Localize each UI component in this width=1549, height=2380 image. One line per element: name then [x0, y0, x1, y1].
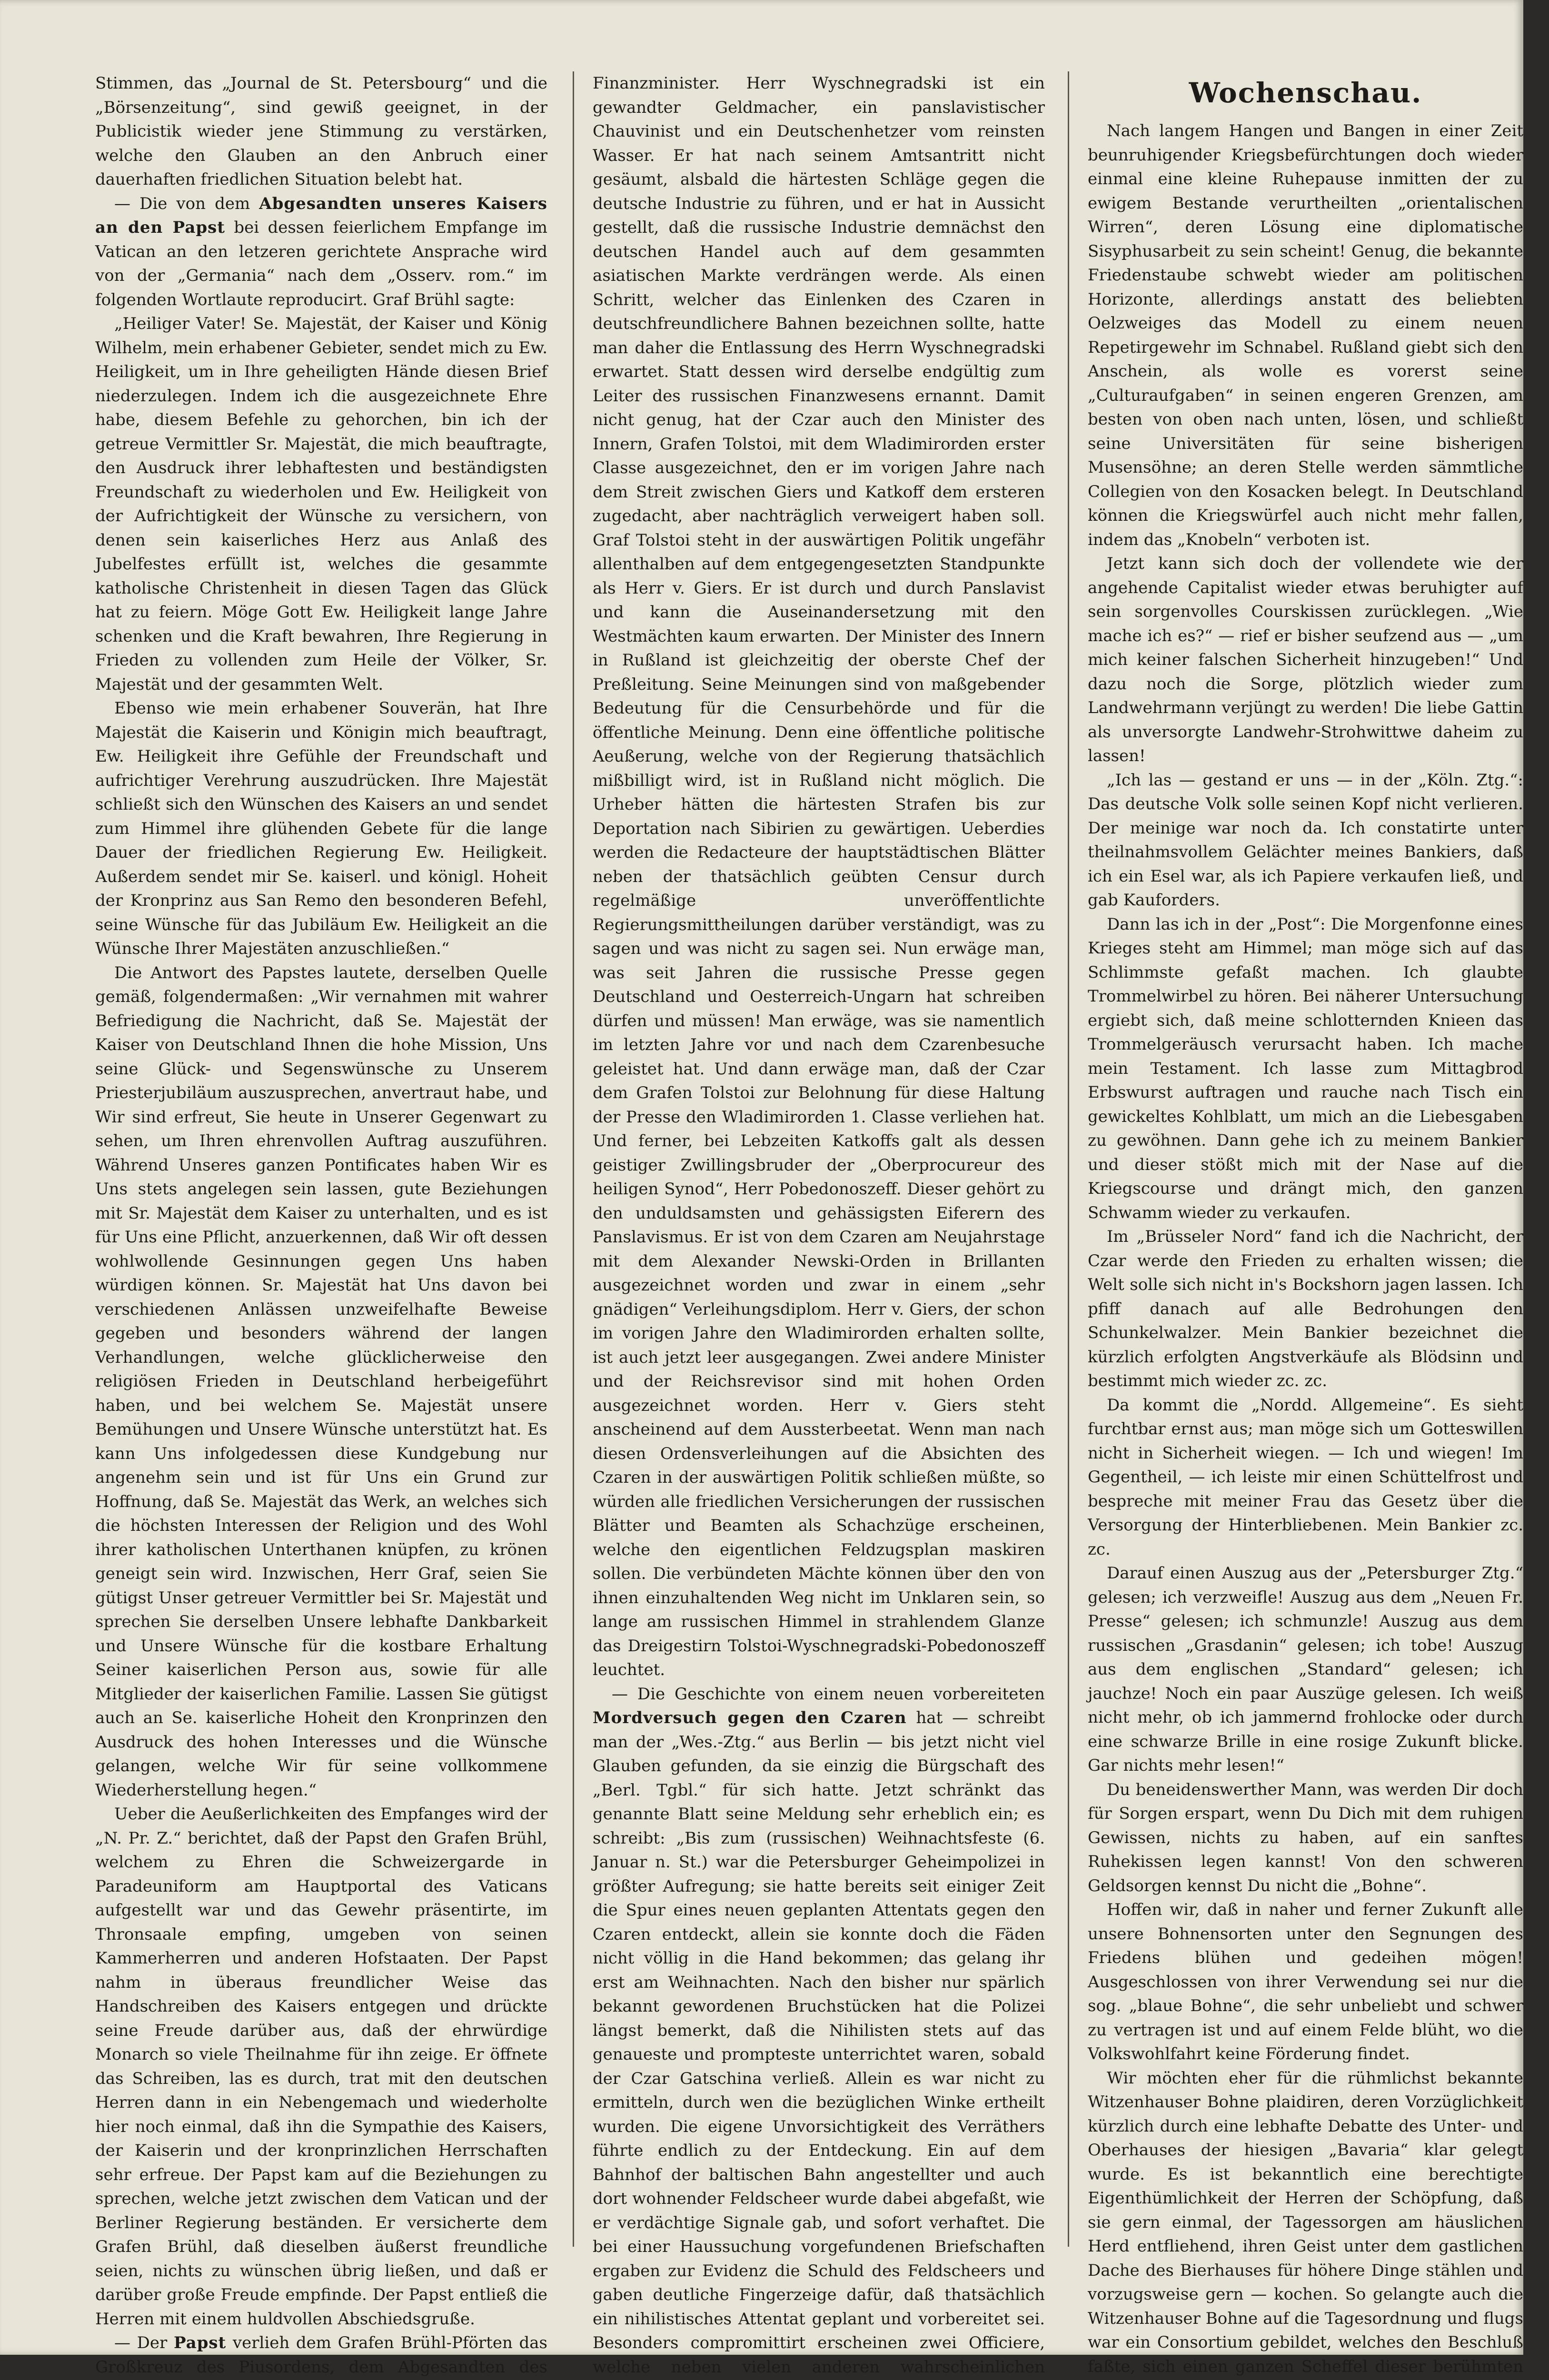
paragraph: Da kommt die „Nordd. Allgemeine“. Es sieht furchtbar ernst aus; man möge sich um Gotteswillen nicht in Sicherheit wiegen. — Ich und wiegen! Im Gegentheil, — ich leiste mir einen Schüttelfrost und bespreche mit meiner Frau das Gesetz über die Versorgung der Hinterbliebenen. Mein Bankier zc. zc.: [1088, 1393, 1523, 1562]
paragraph: Darauf einen Auszug aus der „Petersburger Ztg.“ gelesen; ich verzweifle! Auszug aus dem „Neuen Fr. Presse“ gelesen; ich schmunzle! Auszug aus dem russischen „Grasdanin“ gelesen; ich tobe! Auszug aus dem englischen „Standard“ gelesen; ich jauchze! Noch ein paar Auszüge gelesen. Ich weiß nicht mehr, ob ich jammernd frohlocke oder durch eine schwarze Brille in eine rosige Zukunft blicke. Gar nichts mehr lesen!“: [1088, 1561, 1523, 1778]
paragraph: [95, 192, 547, 312]
paragraph: Ebenso wie mein erhabener Souverän, hat Ihre Majestät die Kaiserin und Königin mich beauftragt, Ew. Heiligkeit ihre Gefühle der Freundschaft und aufrichtiger Verehrung auszudrücken. Ihre Majestät schließt sich den Wünschen des Kaisers an und sendet zum Himmel ihre glühenden Gebete für die lange Dauer der friedlichen Regierung Ew. Heiligkeit. Außerdem sendet mir Se. kaiserl. und königl. Hoheit der Kronprinz aus San Remo den besonderen Befehl, seine Wünsche für das Jubiläum Ew. Heiligkeit an die Wünsche Ihrer Majestäten anzuschließen.“: [95, 696, 547, 961]
body-text: hat — schreibt man der „Wes.-Ztg.“ aus Berlin — bis jetzt nicht viel Glauben gefunden, da sie einzig die Bürgschaft des „Berl. Tgbl.“ für sich hatte. Jetzt schränkt das genannte Blatt seine Meldung sehr erheblich ein; es schreibt: „Bis zum (russischen) Weihnachtsfeste (6. Januar n. St.) war die Petersburger Geheimpolizei in größter Aufregung; sie hatte bereits seit einiger Zeit die Spur eines neuen geplanten Attentats gegen den Czaren entdeckt, allein sie konnte doch die Fäden nicht völlig in die Hand bekommen; das gelang ihr erst am Weihnachten. Nach den bisher nur spärlich bekannt gewordenen Bruchstücken hat die Polizei längst bemerkt, daß die Nihilisten stets auf das genaueste und prompteste unterrichtet waren, sobald der Czar Gatschina verließ. Allein es war nicht zu ermitteln, durch wen die bezüglichen Winke ertheilt wurden. Die eigene Unvorsichtigkeit des Verräthers führte endlich zu der Entdeckung. Ein auf dem Bahnhof der baltischen Bahn angestellter und auch dort wohnender Feldscheer wurde dabei abgefaßt, wie er verdächtige Signale gab, und sofort verhaftet. Die bei einer Haussuchung vorgefundenen Briefschaften ergaben zur Evidenz die Schuld des Feldscheers und gaben deutliche Fingerzeige dafür, daß thatsächlich ein nihilistisches Attentat geplant und vorbereitet sei. Besonders compromittirt erscheinen zwei Officiere, welche neben vielen anderen wahrscheinlichen: [593, 1708, 1045, 2380]
lead-text: — Die Geschichte von einem neuen vorbereiteten: [612, 1685, 1045, 1704]
paragraph: Im „Brüsseler Nord“ fand ich die Nachricht, der Czar werde den Frieden zu erhalten wissen; die Welt solle sich nicht in's Bockshorn jagen lassen. Ich pfiff danach auf alle Bedrohungen den Schunkelwalzer. Mein Bankier bezeichnet die kürzlich erfolgten Angstverkäufe als Blödsinn und bestimmt mich wieder zc. zc.: [1088, 1225, 1523, 1393]
bold-heading: Papst: [174, 2333, 226, 2352]
paragraph: Dann las ich in der „Post“: Die Morgenfonne eines Krieges steht am Himmel; man möge sich auf das Schlimmste gefaßt machen. Ich glaubte Trommelwirbel zu hören. Bei näherer Untersuchung ergiebt sich, daß meine schlotternden Knieen das Trommelgeräusch verursacht haben. Ich mache mein Testament. Ich lasse zum Mittagbrod Erbswurst auftragen und rauche nach Tisch ein gewickeltes Kohlblatt, um mich an die Liebesgaben zu gewöhnen. Dann gehe ich zu meinem Bankier und dieser stößt mich mit der Nase auf die Kriegscourse und drängt mich, den ganzen Schwamm wieder zu verkaufen.: [1088, 912, 1523, 1225]
paragraph: [593, 1682, 1045, 2380]
paragraph: Jetzt kann sich doch der vollendete wie der angehende Capitalist wieder etwas beruhigter auf sein sorgenvolles Courskissen zurücklegen. „Wie mache ich es?“ — rief er bisher seufzend aus — „um mich keiner falschen Sicherheit hinzugeben!“ Und dazu noch die Sorge, plötzlich wieder zum Landwehrmann verjüngt zu werden! Die liebe Gattin als unversorgte Landwehr-Strohwittwe daheim zu lassen!: [1088, 552, 1523, 768]
lead-text: — Die von dem: [114, 194, 259, 213]
column-divider: [573, 71, 574, 2247]
column-right: [1088, 71, 1523, 2309]
column-divider: [1068, 71, 1069, 2247]
newspaper-page: [95, 71, 1523, 2309]
body-text: verlieh dem Grafen Brühl-Pförten das Großkreuz des Piusordens, dem Abgesandten des: [95, 2333, 547, 2380]
paragraph: Die Antwort des Papstes lautete, derselben Quelle gemäß, folgendermaßen: „Wir vernahmen mit wahrer Befriedigung die Nachricht, daß Se. Majestät der Kaiser von Deutschland Ihnen die hohe Mission, Uns seine Glück- und Segenswünsche zu Unserem Priesterjubiläum auszusprechen, anvertraut habe, und Wir sind erfreut, Sie heute in Unserer Gegenwart zu sehen, um Ihren ehrenvollen Auftrag auszuführen. Während Unseres ganzen Pontificates haben Wir es Uns stets angelegen sein lassen, gute Beziehungen mit Sr. Majestät dem Kaiser zu unterhalten, und es ist für Uns eine Pflicht, anzuerkennen, daß Wir oft dessen wohlwollende Gesinnungen gegen Uns haben würdigen können. Sr. Majestät hat Uns davon bei verschiedenen Anlässen unzweifelhafte Beweise gegeben und besonders während der langen Verhandlungen, welche glücklicherweise den religiösen Frieden in Deutschland herbeigeführt haben, und bei welchem Se. Majestät unsere Bemühungen und Unsere Wünsche unterstützt hat. Es kann Uns infolgedessen diese Kundgebung nur angenehm sein und ist für Uns ein Grund zur Hoffnung, daß Se. Majestät das Werk, an welches sich die höchsten Interessen der Religion und des Wohl ihrer katholischen Unterthanen knüpfen, zu krönen geneigt sein wird. Inzwischen, Herr Graf, seien Sie gütigst Unser getreuer Vermittler bei Sr. Majestät und sprechen Sie derselben Unsere lebhafte Dankbarkeit und Unsere Wünsche für die kostbare Erhaltung Seiner kaiserlichen Person aus, sowie für alle Mitglieder der kaiserlichen Familie. Lassen Sie gütigst auch an Se. kaiserliche Hoheit den Kronprinzen den Ausdruck des hohen Interesses und die Wünsche gelangen, welche Wir für seine vollkommene Wiederherstellung hegen.“: [95, 961, 547, 1803]
lead-text: — Der: [114, 2333, 174, 2352]
paragraph: Wir möchten eher für die rühmlichst bekannte Witzenhauser Bohne plaidiren, deren Vorzüglichkeit kürzlich durch eine lebhafte Debatte des Unter- und Oberhauses der hiesigen „Bavaria“ klar gelegt wurde. Es ist bekanntlich eine berechtigte Eigenthümlichkeit der Herren der Schöpfung, daß sie gern einmal, der Tagessorgen am häuslichen Herd entfliehend, ihren Geist unter dem gastlichen Dache des Bierhauses für höhere Dinge stählen und vorzugsweise gern — kochen. So gelangte auch die Witzenhauser Bohne auf die Tagesordnung und flugs war ein Consortium gebildet, welches den Beschluß faßte, sich einen ganzen Scheffel dieser berühmten: [1088, 2066, 1523, 2380]
bold-heading: Abgesandten unseres Kaisers an den Papst: [95, 194, 547, 238]
paragraph: Ueber die Aeußerlichkeiten des Empfanges wird der „N. Pr. Z.“ berichtet, daß der Papst den Grafen Brühl, welchem zu Ehren die Schweizergarde in Paradeuniform am Hauptportal des Vaticans aufgestellt war und das Gewehr präsentirte, im Thronsaale empfing, umgeben von seinen Kammerherren und anderen Hofstaaten. Der Papst nahm in überaus freundlicher Weise das Handschreiben des Kaisers entgegen und drückte seine Freude darüber aus, daß der ehrwürdige Monarch so viele Theilnahme für ihn zeige. Er öffnete das Schreiben, las es durch, trat mit den deutschen Herren dann in ein Nebengemach und wiederholte hier noch einmal, daß ihn die Sympathie des Kaisers, der Kaiserin und der kronprinzlichen Herrschaften sehr erfreue. Der Papst kam auf die Beziehungen zu sprechen, welche jetzt zwischen dem Vatican und der Berliner Regierung beständen. Er versicherte dem Grafen Brühl, daß dieselben äußerst freundliche seien, nichts zu wünschen übrig ließen, und daß er darüber große Freude empfinde. Der Papst entließ die Herren mit einem huldvollen Abschiedsgruße.: [95, 1802, 547, 2331]
paragraph: „Heiliger Vater! Se. Majestät, der Kaiser und König Wilhelm, mein erhabener Gebieter, sendet mich zu Ew. Heiligkeit, um in Ihre geheiligten Hände diesen Brief niederzulegen. Indem ich die ausgezeichnete Ehre habe, diesem Befehle zu gehorchen, bin ich der getreue Vermittler Sr. Majestät, die mich beauftragte, den Ausdruck ihrer lebhaftesten und beständigsten Freundschaft zu wiederholen und Ew. Heiligkeit von der Aufrichtigkeit der Wünsche zu versichern, von denen sein kaiserliches Herz aus Anlaß des Jubelfestes erfüllt ist, welches die gesammte katholische Christenheit in diesen Tagen das Glück hat zu feiern. Möge Gott Ew. Heiligkeit lange Jahre schenken und die Kraft bewahren, Ihre Regierung in Frieden zu vollenden zum Heile der Völker, Sr. Majestät und der gesammten Welt.: [95, 312, 547, 696]
paragraph: Du beneidenswerther Mann, was werden Dir doch für Sorgen erspart, wenn Du Dich mit dem ruhigen Gewissen, nichts zu haben, auf ein sanftes Ruhekissen legen kannst! Von den schweren Geldsorgen kennst Du nicht die „Bohne“.: [1088, 1778, 1523, 1898]
column-middle: [593, 71, 1045, 2309]
paragraph: Nach langem Hangen und Bangen in einer Zeit beunruhigender Kriegsbefürchtungen doch wieder einmal eine kleine Ruhepause inmitten der zu ewigem Bestande verurtheilten „orientalischen Wirren“, deren Lösung eine diplomatische Sisyphusarbeit zu sein scheint! Genug, die bekannte Friedenstaube schwebt wieder am politischen Horizonte, allerdings anstatt des beliebten Oelzweiges das Modell zu einem neuen Repetirgewehr im Schnabel. Rußland giebt sich den Anschein, als wolle es vorerst seine „Culturaufgaben“ in seinen engeren Grenzen, am besten von oben nach unten, lösen, und schließt seine Universitäten für seine bisherigen Musensöhne; an deren Stelle werden sämmtliche Collegien von den Kosacken belegt. In Deutschland können die Kriegswürfel auch nicht mehr fallen, indem das „Knobeln“ verboten ist.: [1088, 119, 1523, 552]
paragraph: Hoffen wir, daß in naher und ferner Zukunft alle unsere Bohnensorten unter den Segnungen des Friedens blühen und gedeihen mögen! Ausgeschlossen von ihrer Verwendung sei nur die sog. „blaue Bohne“, die sehr unbeliebt und schwer zu vertragen ist und auf einem Felde blüht, wo die Volkswohlfahrt keine Förderung findet.: [1088, 1898, 1523, 2066]
column-left: [95, 71, 547, 2309]
paragraph: „Ich las — gestand er uns — in der „Köln. Ztg.“: Das deutsche Volk solle seinen Kopf nicht verlieren. Der meinige war noch da. Ich constatirte unter theilnahmsvollem Gelächter meines Bankiers, daß ich ein Esel war, als ich Papiere verkaufen ließ, und gab Kauforders.: [1088, 768, 1523, 912]
body-text: bei dessen feierlichem Empfange im Vatican an den letzeren gerichtete Ansprache wird von der „Germania“ nach dem „Osserv. rom.“ im folgenden Wortlaute reproducirt. Graf Brühl sagte:: [95, 218, 547, 309]
section-heading: Wochenschau.: [1088, 71, 1523, 114]
paragraph: Stimmen, das „Journal de St. Petersbourg“ und die „Börsenzeitung“, sind gewiß geeignet, in der Publicistik wieder jene Stimmung zu verstärken, welche den Glauben an den Anbruch einer dauerhaften friedlichen Situation belebt hat.: [95, 71, 547, 192]
paragraph: [95, 2331, 547, 2380]
bold-heading: Mordversuch gegen den Czaren: [593, 1708, 907, 1727]
paragraph: Finanzminister. Herr Wyschnegradski ist ein gewandter Geldmacher, ein panslavistischer Chauvinist und ein Deutschenhetzer vom reinsten Wasser. Er hat nach seinem Amtsantritt nicht gesäumt, alsbald die härtesten Schläge gegen die deutsche Industrie zu führen, und er hat in Aussicht gestellt, daß die russische Industrie demnächst den deutschen Handel auch auf dem gesammten asiatischen Markte verdrängen werde. Als einen Schritt, welcher das Einlenken des Czaren in deutschfreundlichere Bahnen bezeichnen sollte, hatte man daher die Entlassung des Herrn Wyschnegradski erwartet. Statt dessen wird derselbe endgültig zum Leiter des russischen Finanzwesens ernannt. Damit nicht genug, hat der Czar auch den Minister des Innern, Grafen Tolstoi, mit dem Wladimirorden erster Classe ausgezeichnet, den er im vorigen Jahre nach dem Streit zwischen Giers und Katkoff dem ersteren zugedacht, aber nachträglich verweigert haben soll. Graf Tolstoi steht in der auswärtigen Politik ungefähr allenthalben auf dem entgegengesetzten Standpunkte als Herr v. Giers. Er ist durch und durch Panslavist und kann die Auseinandersetzung mit den Westmächten kaum erwarten. Der Minister des Innern in Rußland ist gleichzeitig der oberste Chef der Preßleitung. Seine Meinungen sind von maßgebender Bedeutung für die Censurbehörde und für die öffentliche Meinung. Denn eine öffentliche politische Aeußerung, welche von der Regierung thatsächlich mißbilligt wird, ist in Rußland nicht möglich. Die Urheber hätten die härtesten Strafen bis zur Deportation nach Sibirien zu gewärtigen. Ueberdies werden die Redacteure der hauptstädtischen Blätter neben der thatsächlich geübten Censur durch regelmäßige unveröffentlichte Regierungsmittheilungen darüber verständigt, was zu sagen und was nicht zu sagen sei. Nun erwäge man, was seit Jahren die russische Presse gegen Deutschland und Oesterreich-Ungarn hat schreiben dürfen und müssen! Man erwäge, was sie namentlich im letzten Jahre vor und nach dem Czarenbesuche geleistet hat. Und dann erwäge man, daß der Czar dem Grafen Tolstoi zur Belohnung für diese Haltung der Presse den Wladimirorden 1. Classe verliehen hat. Und ferner, bei Lebzeiten Katkoffs galt als dessen geistiger Zwillingsbruder der „Oberprocureur des heiligen Synod“, Herr Pobedonoszeff. Dieser gehört zu den unduldsamsten und gehässigsten Eiferern des Panslavismus. Er ist von dem Czaren am Neujahrstage mit dem Alexander Newski-Orden in Brillanten ausgezeichnet worden und zwar in einem „sehr gnädigen“ Verleihungsdiplom. Herr v. Giers, der schon im vorigen Jahre den Wladimirorden erhalten sollte, ist auch jetzt leer ausgegangen. Zwei andere Minister und der Reichsrevisor sind mit hohen Orden ausgezeichnet worden. Herr v. Giers steht anscheinend auf dem Aussterbeetat. Wenn man nach diesen Ordensverleihungen auf die Absichten des Czaren in der auswärtigen Politik schließen müßte, so würden alle friedlichen Versicherungen der russischen Blätter und Beamten als Schachzüge erscheinen, welche den eigentlichen Feldzugsplan maskiren sollen. Die verbündeten Mächte können über den von ihnen einzuhaltenden Weg nicht im Unklaren sein, so lange am russischen Himmel in strahlendem Glanze das Dreigestirn Tolstoi-Wyschnegradski-Pobedonoszeff leuchtet.: [593, 71, 1045, 1682]
